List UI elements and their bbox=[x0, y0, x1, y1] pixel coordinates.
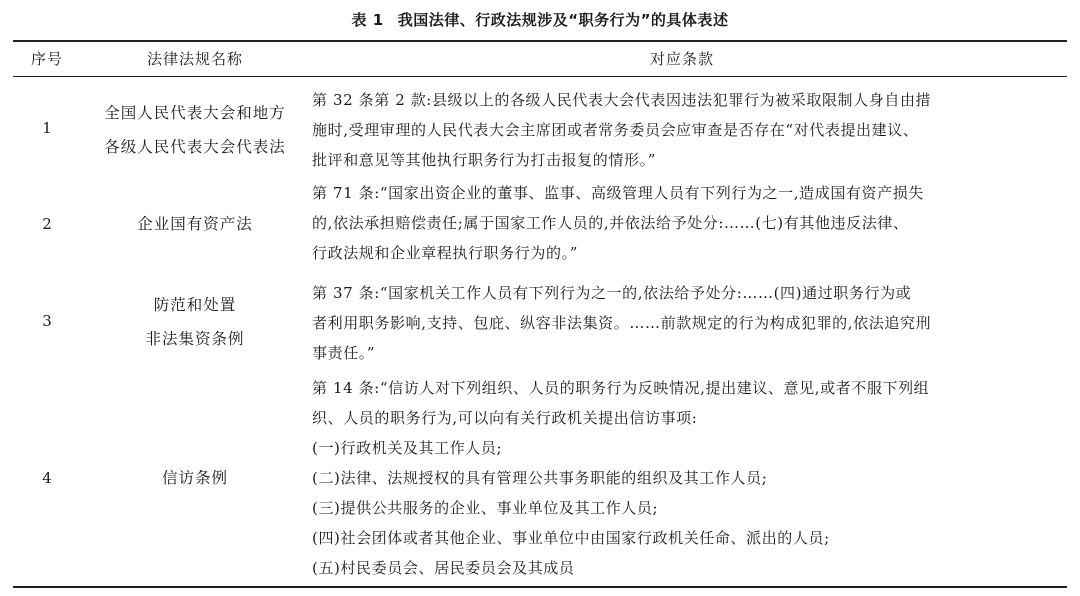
clause-line: (二)法律、法规授权的具有管理公共事务职能的组织及其工作人员; bbox=[312, 469, 768, 487]
clause-line: 行政法规和企业章程执行职务行为的。” bbox=[312, 244, 578, 262]
clause-line: 织、人员的职务行为,可以向有关行政机关提出信访事项: bbox=[312, 409, 698, 427]
law-name bbox=[82, 461, 308, 495]
header-no: 序号 bbox=[30, 50, 63, 68]
row-number: 1 bbox=[42, 119, 52, 137]
clause-text bbox=[312, 278, 1060, 368]
law-name-line: 信访条例 bbox=[161, 469, 228, 487]
table-number: 表 1 bbox=[351, 11, 384, 29]
clause-line: (五)村民委员会、居民委员会及其成员 bbox=[312, 559, 575, 577]
law-name-line: 防范和处置 bbox=[153, 296, 237, 314]
law-name-line: 非法集资条例 bbox=[145, 330, 245, 348]
header-rule bbox=[13, 76, 1067, 77]
clause-line: 事责任。” bbox=[312, 344, 376, 362]
row-number: 2 bbox=[42, 215, 52, 233]
clause-text bbox=[312, 373, 1060, 583]
clause-line: 第 37 条:“国家机关工作人员有下列行为之一的,依法给予处分:……(四)通过职务行为或 bbox=[312, 284, 912, 302]
clause-line: 施时,受理审理的人民代表大会主席团或者常务委员会应审查是否存在“对代表提出建议、 bbox=[312, 121, 919, 139]
law-name-line: 企业国有资产法 bbox=[137, 215, 253, 233]
table-caption bbox=[0, 9, 1080, 30]
row-number: 3 bbox=[42, 312, 52, 330]
top-rule bbox=[13, 40, 1067, 42]
law-name bbox=[82, 288, 308, 356]
clause-line: 第 71 条:“国家出资企业的董事、监事、高级管理人员有下列行为之一,造成国有资产损失 bbox=[312, 184, 924, 202]
clause-line: (三)提供公共服务的企业、事业单位及其工作人员; bbox=[312, 499, 659, 517]
clause-line: 第 14 条:“信访人对下列组织、人员的职务行为反映情况,提出建议、意见,或者不服下列组 bbox=[312, 379, 930, 397]
clause-line: (一)行政机关及其工作人员; bbox=[312, 439, 503, 457]
law-name-line: 各级人民代表大会代表法 bbox=[104, 138, 286, 156]
clause-text bbox=[312, 178, 1060, 268]
law-name bbox=[82, 207, 308, 241]
clause-line: 者利用职务影响,支持、包庇、纵容非法集资。……前款规定的行为构成犯罪的,依法追究刑 bbox=[312, 314, 932, 332]
clause-line: 的,依法承担赔偿责任;属于国家工作人员的,并依法给予处分:……(七)有其他违反法律、 bbox=[312, 214, 909, 232]
clause-line: 第 32 条第 2 款:县级以上的各级人民代表大会代表因违法犯罪行为被采取限制人身自由措 bbox=[312, 91, 932, 109]
bottom-rule bbox=[13, 586, 1067, 588]
clause-line: 批评和意见等其他执行职务行为打击报复的情形。” bbox=[312, 151, 656, 169]
header-name: 法律法规名称 bbox=[146, 50, 243, 68]
row-number: 4 bbox=[42, 469, 52, 487]
header-clause: 对应条款 bbox=[649, 50, 714, 68]
law-name bbox=[82, 96, 308, 164]
table-title: 我国法律、行政法规涉及“职务行为”的具体表述 bbox=[397, 11, 729, 29]
clause-text bbox=[312, 85, 1060, 175]
law-name-line: 全国人民代表大会和地方 bbox=[104, 104, 286, 122]
clause-line: (四)社会团体或者其他企业、事业单位中由国家行政机关任命、派出的人员; bbox=[312, 529, 830, 547]
